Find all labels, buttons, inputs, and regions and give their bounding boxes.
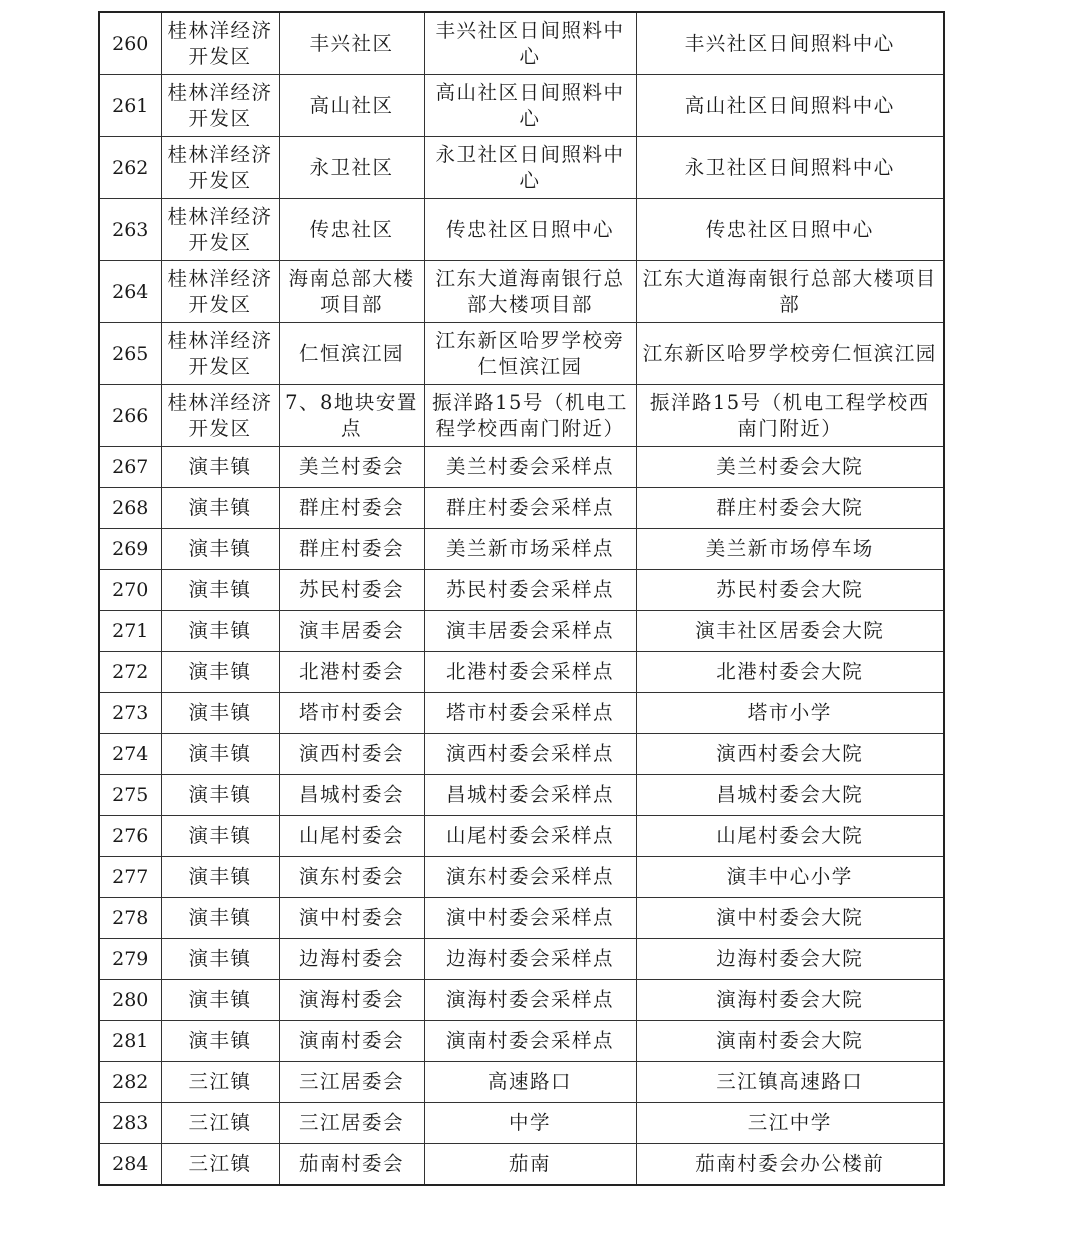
row-number: 264 [99, 261, 161, 323]
address-cell: 北港村委会大院 [636, 652, 944, 693]
district-cell: 演丰镇 [161, 898, 279, 939]
district-cell: 演丰镇 [161, 816, 279, 857]
unit-cell: 群庄村委会 [279, 529, 424, 570]
district-cell: 演丰镇 [161, 652, 279, 693]
district-cell: 演丰镇 [161, 775, 279, 816]
unit-cell: 茄南村委会 [279, 1144, 424, 1186]
sampling-point-cell: 昌城村委会采样点 [424, 775, 636, 816]
address-cell: 演西村委会大院 [636, 734, 944, 775]
unit-cell: 演西村委会 [279, 734, 424, 775]
unit-cell: 丰兴社区 [279, 12, 424, 75]
address-cell: 美兰新市场停车场 [636, 529, 944, 570]
sampling-point-cell: 江东大道海南银行总部大楼项目部 [424, 261, 636, 323]
table-row [99, 734, 944, 775]
sampling-point-cell: 群庄村委会采样点 [424, 488, 636, 529]
unit-cell: 边海村委会 [279, 939, 424, 980]
row-number: 266 [99, 385, 161, 447]
district-cell: 桂林洋经济开发区 [161, 137, 279, 199]
unit-cell: 昌城村委会 [279, 775, 424, 816]
district-cell: 桂林洋经济开发区 [161, 12, 279, 75]
row-number: 279 [99, 939, 161, 980]
table-body [99, 12, 944, 1185]
sampling-point-cell: 塔市村委会采样点 [424, 693, 636, 734]
unit-cell: 演丰居委会 [279, 611, 424, 652]
sampling-point-cell: 茄南 [424, 1144, 636, 1186]
district-cell: 演丰镇 [161, 611, 279, 652]
unit-cell: 群庄村委会 [279, 488, 424, 529]
table-row [99, 137, 944, 199]
address-cell: 永卫社区日间照料中心 [636, 137, 944, 199]
unit-cell: 仁恒滨江园 [279, 323, 424, 385]
row-number: 265 [99, 323, 161, 385]
unit-cell: 7、8地块安置点 [279, 385, 424, 447]
address-cell: 高山社区日间照料中心 [636, 75, 944, 137]
address-cell: 演南村委会大院 [636, 1021, 944, 1062]
district-cell: 演丰镇 [161, 857, 279, 898]
table-row [99, 857, 944, 898]
address-cell: 演丰中心小学 [636, 857, 944, 898]
table-row [99, 570, 944, 611]
district-cell: 桂林洋经济开发区 [161, 261, 279, 323]
unit-cell: 北港村委会 [279, 652, 424, 693]
row-number: 269 [99, 529, 161, 570]
table-row [99, 529, 944, 570]
row-number: 276 [99, 816, 161, 857]
sampling-point-cell: 中学 [424, 1103, 636, 1144]
row-number: 282 [99, 1062, 161, 1103]
district-cell: 三江镇 [161, 1103, 279, 1144]
row-number: 273 [99, 693, 161, 734]
district-cell: 演丰镇 [161, 570, 279, 611]
row-number: 280 [99, 980, 161, 1021]
row-number: 284 [99, 1144, 161, 1186]
row-number: 277 [99, 857, 161, 898]
table-row [99, 939, 944, 980]
table-row [99, 1062, 944, 1103]
address-cell: 边海村委会大院 [636, 939, 944, 980]
address-cell: 塔市小学 [636, 693, 944, 734]
row-number: 275 [99, 775, 161, 816]
address-cell: 美兰村委会大院 [636, 447, 944, 488]
district-cell: 桂林洋经济开发区 [161, 75, 279, 137]
sampling-point-cell: 演东村委会采样点 [424, 857, 636, 898]
sampling-point-cell: 山尾村委会采样点 [424, 816, 636, 857]
sampling-point-cell: 永卫社区日间照料中心 [424, 137, 636, 199]
sampling-point-cell: 振洋路15号（机电工程学校西南门附近） [424, 385, 636, 447]
table-row [99, 12, 944, 75]
district-cell: 三江镇 [161, 1144, 279, 1186]
row-number: 270 [99, 570, 161, 611]
sampling-point-cell: 演西村委会采样点 [424, 734, 636, 775]
sampling-point-cell: 传忠社区日照中心 [424, 199, 636, 261]
row-number: 278 [99, 898, 161, 939]
unit-cell: 演海村委会 [279, 980, 424, 1021]
table-row [99, 898, 944, 939]
address-cell: 振洋路15号（机电工程学校西南门附近） [636, 385, 944, 447]
address-cell: 昌城村委会大院 [636, 775, 944, 816]
table-row [99, 199, 944, 261]
address-cell: 山尾村委会大院 [636, 816, 944, 857]
table-row [99, 693, 944, 734]
table-row [99, 261, 944, 323]
sampling-point-cell: 江东新区哈罗学校旁仁恒滨江园 [424, 323, 636, 385]
unit-cell: 演南村委会 [279, 1021, 424, 1062]
sampling-point-cell: 美兰新市场采样点 [424, 529, 636, 570]
row-number: 272 [99, 652, 161, 693]
address-cell: 传忠社区日照中心 [636, 199, 944, 261]
district-cell: 演丰镇 [161, 447, 279, 488]
address-cell: 茄南村委会办公楼前 [636, 1144, 944, 1186]
sampling-point-cell: 北港村委会采样点 [424, 652, 636, 693]
address-cell: 江东大道海南银行总部大楼项目部 [636, 261, 944, 323]
sampling-point-cell: 丰兴社区日间照料中心 [424, 12, 636, 75]
sampling-point-cell: 美兰村委会采样点 [424, 447, 636, 488]
row-number: 283 [99, 1103, 161, 1144]
row-number: 268 [99, 488, 161, 529]
sampling-point-cell: 边海村委会采样点 [424, 939, 636, 980]
table-row [99, 323, 944, 385]
table-row [99, 385, 944, 447]
address-cell: 江东新区哈罗学校旁仁恒滨江园 [636, 323, 944, 385]
unit-cell: 三江居委会 [279, 1062, 424, 1103]
row-number: 263 [99, 199, 161, 261]
unit-cell: 三江居委会 [279, 1103, 424, 1144]
sampling-point-cell: 高山社区日间照料中心 [424, 75, 636, 137]
row-number: 274 [99, 734, 161, 775]
address-cell: 苏民村委会大院 [636, 570, 944, 611]
unit-cell: 演东村委会 [279, 857, 424, 898]
unit-cell: 山尾村委会 [279, 816, 424, 857]
row-number: 281 [99, 1021, 161, 1062]
address-cell: 三江镇高速路口 [636, 1062, 944, 1103]
unit-cell: 美兰村委会 [279, 447, 424, 488]
row-number: 260 [99, 12, 161, 75]
sampling-point-cell: 演中村委会采样点 [424, 898, 636, 939]
district-cell: 三江镇 [161, 1062, 279, 1103]
table-row [99, 652, 944, 693]
address-cell: 丰兴社区日间照料中心 [636, 12, 944, 75]
table-row [99, 1021, 944, 1062]
unit-cell: 苏民村委会 [279, 570, 424, 611]
address-cell: 三江中学 [636, 1103, 944, 1144]
district-cell: 演丰镇 [161, 488, 279, 529]
district-cell: 演丰镇 [161, 939, 279, 980]
table-row [99, 775, 944, 816]
district-cell: 桂林洋经济开发区 [161, 199, 279, 261]
unit-cell: 传忠社区 [279, 199, 424, 261]
sampling-point-cell: 高速路口 [424, 1062, 636, 1103]
table-row [99, 75, 944, 137]
table-row [99, 816, 944, 857]
row-number: 261 [99, 75, 161, 137]
district-cell: 桂林洋经济开发区 [161, 385, 279, 447]
district-cell: 演丰镇 [161, 529, 279, 570]
sampling-point-cell: 苏民村委会采样点 [424, 570, 636, 611]
district-cell: 演丰镇 [161, 734, 279, 775]
district-cell: 演丰镇 [161, 693, 279, 734]
unit-cell: 永卫社区 [279, 137, 424, 199]
table-row [99, 488, 944, 529]
unit-cell: 海南总部大楼项目部 [279, 261, 424, 323]
row-number: 271 [99, 611, 161, 652]
sampling-point-cell: 演南村委会采样点 [424, 1021, 636, 1062]
district-cell: 桂林洋经济开发区 [161, 323, 279, 385]
row-number: 267 [99, 447, 161, 488]
sampling-point-cell: 演丰居委会采样点 [424, 611, 636, 652]
sampling-point-cell: 演海村委会采样点 [424, 980, 636, 1021]
address-cell: 演丰社区居委会大院 [636, 611, 944, 652]
sampling-points-table [98, 11, 945, 1186]
row-number: 262 [99, 137, 161, 199]
unit-cell: 高山社区 [279, 75, 424, 137]
unit-cell: 塔市村委会 [279, 693, 424, 734]
table-row [99, 1144, 944, 1186]
unit-cell: 演中村委会 [279, 898, 424, 939]
table-row [99, 447, 944, 488]
address-cell: 群庄村委会大院 [636, 488, 944, 529]
address-cell: 演海村委会大院 [636, 980, 944, 1021]
district-cell: 演丰镇 [161, 980, 279, 1021]
address-cell: 演中村委会大院 [636, 898, 944, 939]
table-row [99, 980, 944, 1021]
district-cell: 演丰镇 [161, 1021, 279, 1062]
table-row [99, 611, 944, 652]
table-row [99, 1103, 944, 1144]
